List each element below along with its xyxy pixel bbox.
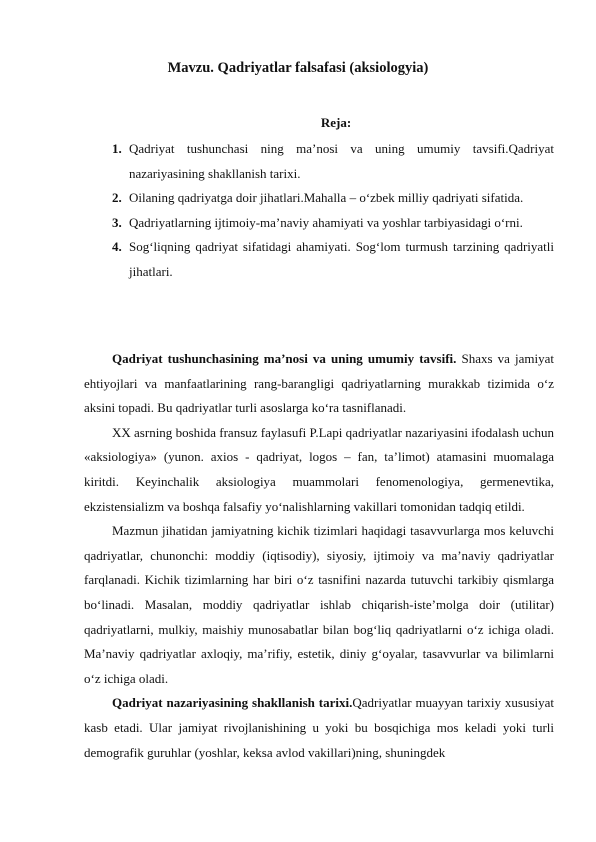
paragraph-heading: Qadriyat tushunchasining ma’nosi va uning umumiy tavsifi. <box>112 351 457 366</box>
plan-item-text: Qadriyat tushunchasi ning ma’nosi va uning umumiy tavsifi.Qadriyat nazariyasining shakllanish tarixi. <box>129 141 554 181</box>
plan-item <box>112 235 554 284</box>
paragraph <box>84 519 554 691</box>
paragraph-heading: Qadriyat nazariyasining shakllanish tarixi. <box>112 695 353 711</box>
plan-heading: Reja: <box>320 115 352 130</box>
plan-item-number: 3. <box>112 214 122 230</box>
paragraph-text: XX asrning boshida fransuz faylasufi P.Lapi qadriyatlar nazariyasini ifodalash uchun «aksiologiya» (yunon. axios - qadriyat, logos – fan, ta’limot) atamasini muomalaga kiritdi. Keyinchalik aksiologiya muammolari fenomenologiya, germenevtika, ekzistensializm va boshqa falsafiy yo‘nalishlarning vakillari tomonidan tadqiq etildi. <box>84 424 554 514</box>
plan-item-number: 1. <box>112 141 122 156</box>
paragraph-text: Shaxs va jamiyat ehtiyojlari va manfaatlarining rang-barangligi qadriyatlarning murakkab tizimida o‘z aksini topadi. Bu qadriyatlar turli asoslarga ko‘ra tasniflanadi. <box>84 351 554 416</box>
paragraph-text: Mazmun jihatidan jamiyatning kichik tizimlari haqidagi tasavvurlarga mos keluvchi qadriyatlar, chunonchi: moddiy (iqtisodiy), siyosiy, ijtimoiy va ma’naviy qadriyatlar farqlanadi. Kichik tizimlarning har biri o‘z tasnifini nazarda tutuvchi tarkibiy qismlarga bo‘linadi. Masalan, moddiy qadriyatlar ishlab chiqarish-iste’molga doir (utilitar) qadriyatlarni, mulkiy, maishiy munosabatlar bilan bog‘liq qadriyatlarni o‘z ichiga oladi. Ma’naviy qadriyatlar axloqiy, ma’rifiy, estetik, diniy g‘oyalar, tasavvurlar va bilimlarni o‘z ichiga oladi. <box>84 523 554 686</box>
plan-item-number: 4. <box>112 239 122 255</box>
paragraph-text: Qadriyatlar muayyan tarixiy xususiyat kasb etadi. Ular jamiyat rivojlanishining u yoki bu bosqichiga mos keladi yoki turli demografik guruhlar (yoshlar, keksa avlod vakillari)ning, shuningdek <box>84 695 555 760</box>
body-text <box>84 347 554 765</box>
plan-item-text: Qadriyatlarning ijtimoiy-ma’naviy ahamiyati va yoshlar tarbiyasidagi o‘rni. <box>129 214 523 230</box>
plan-list <box>112 137 554 285</box>
plan-item <box>112 186 554 211</box>
document-title: Mavzu. Qadriyatlar falsafasi (aksiologyia) <box>167 60 429 76</box>
plan-item <box>112 137 554 186</box>
plan-item <box>112 211 554 236</box>
plan-item-text: Sog‘liqning qadriyat sifatidagi ahamiyati. Sog‘lom turmush tarzining qadriyatli jihatlari. <box>129 239 554 279</box>
paragraph <box>84 347 554 421</box>
plan-item-number: 2. <box>112 190 122 206</box>
paragraph <box>84 691 554 765</box>
paragraph <box>84 421 554 519</box>
plan-item-text: Oilaning qadriyatga doir jihatlari.Mahalla – o‘zbek milliy qadriyati sifatida. <box>129 190 524 206</box>
